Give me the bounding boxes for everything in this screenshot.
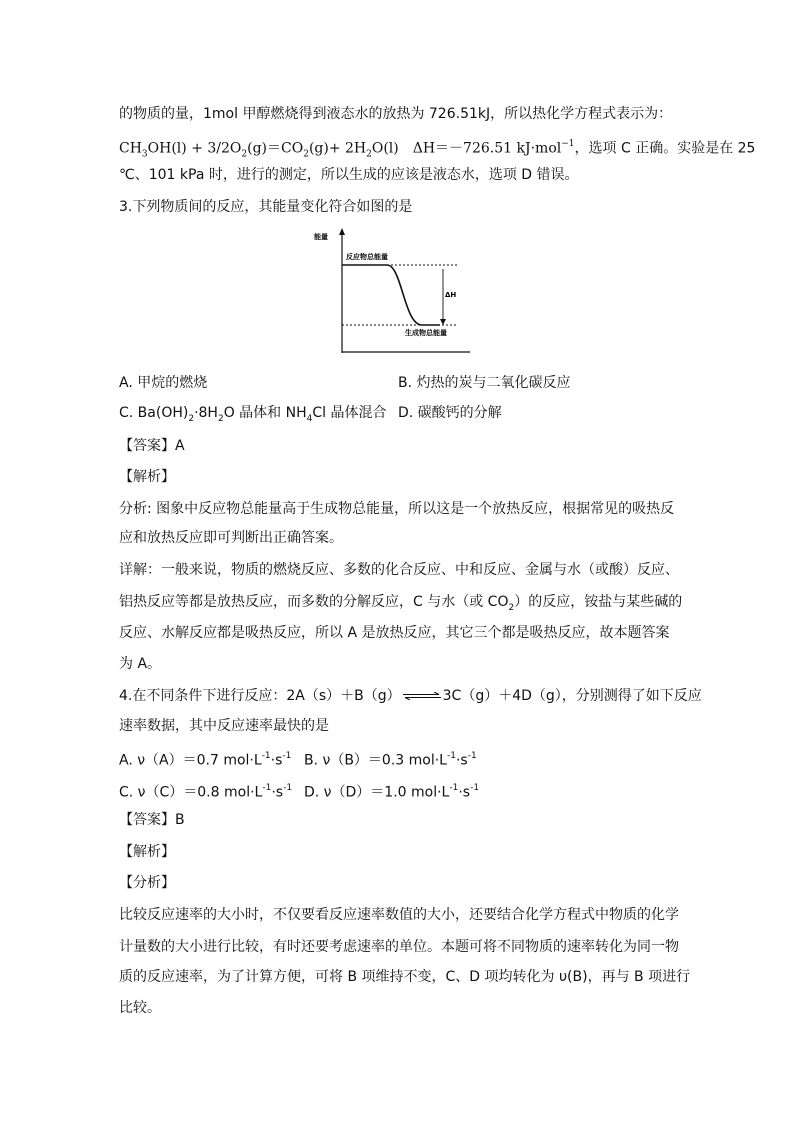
option-3c: C. $Ba(OH)_2\cdot 8H_2O$ 晶体和 $NH_4Cl$ 晶体混合 [119,405,387,424]
option-3a: A. 甲烷的燃烧 [119,375,208,391]
text-line: 分析: 图象中反应物总能量高于生成物总能量，所以这是一个放热反应，根据常见的吸热反 [119,501,675,517]
question-4: 4.在不同条件下进行反应：2A（s）＋B（g） 3C（g）＋4D（g），分别测得了如下反应 [119,688,702,704]
text-line: 应和放热反应即可判断出正确答案。 [119,530,343,546]
text-line: 质的反应速率，为了计算方便，可将 B 项维持不变，C、D 项均转化为 υ(B)，再与 B 项进行 [119,969,691,985]
option-4c: C. ν（C）＝0.8 $mol\cdot L^{-1}\cdot s^{-1}$ [119,783,293,801]
text-line: 反应、水解反应都是吸热反应，所以 A 是放热反应，其它三个都是吸热反应，故本题答案 [119,625,670,641]
thermochemical-equation: $CH_3OH(l) + 3/2O_2(g)=CO_2(g)+ 2H_2O(l)$ ΔH＝－726.51 kJ·mol$^{-1}$，选项 C 正确。实验是在 25 [119,139,756,160]
y-axis-arrow [339,228,345,235]
analysis-heading-3: 【解析】 [119,469,175,485]
option-3b: B. 灼热的炭与二氧化碳反应 [398,375,571,391]
text-line: 铝热反应等都是放热反应，而多数的分解反应，C 与水（或 $CO_2$）的反应，铵盐与某些碱的 [119,594,683,613]
delta-h-label: ΔH [445,291,457,299]
reactant-label: 反应物总能量 [346,253,388,261]
energy-diagram [312,225,472,360]
option-4b: B. ν（B）＝0.3 $mol\cdot L^{-1}\cdot s^{-1}$ [304,751,477,769]
delta-h-arrowhead [440,319,446,325]
equilibrium-arrow-icon [403,692,441,700]
energy-curve [342,265,440,325]
question-3: 3.下列物质间的反应，其能量变化符合如图的是 [119,199,413,215]
product-label: 生成物总能量 [405,329,447,337]
text-line: 的物质的量，1mol 甲醇燃烧得到液态水的放热为 726.51kJ，所以热化学方程式表示为： [119,106,673,122]
text-line: 比较。 [119,1000,161,1016]
text-line: 详解：一般来说，物质的燃烧反应、多数的化合反应、中和反应、金属与水（或酸）反应、 [119,562,679,578]
y-axis-label: 能量 [314,233,328,241]
text-line: ℃、101 kPa 时，进行的测定，所以生成的应该是液态水，选项 D 错误。 [119,167,579,183]
option-3d: D. 碳酸钙的分解 [398,405,502,421]
text-line: 为 A。 [119,656,162,672]
answer-4: 【答案】B [119,812,185,828]
analysis-subheading-4: 【分析】 [119,875,175,891]
text-line: 比较反应速率的大小时，不仅要看反应速率数值的大小，还要结合化学方程式中物质的化学 [119,907,679,923]
answer-3: 【答案】A [119,438,185,454]
option-4d: D. ν（D）＝1.0 $mol\cdot L^{-1}\cdot s^{-1}$ [304,783,480,801]
question-4-cont: 速率数据，其中反应速率最快的是 [119,718,329,734]
text-line: 计量数的大小进行比较，有时还要考虑速率的单位。本题可将不同物质的速率转化为同一物 [119,939,679,955]
option-4a: A. ν（A）＝0.7 $mol\cdot L^{-1}\cdot s^{-1}$ [119,751,292,769]
analysis-heading-4: 【解析】 [119,844,175,860]
